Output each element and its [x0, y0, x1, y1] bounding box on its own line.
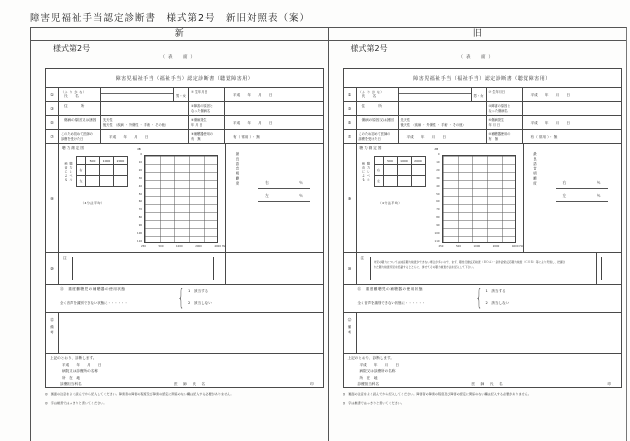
note-right-cell — [226, 253, 323, 284]
first-visit-text-1: このため初めて医師の — [358, 132, 391, 136]
speech-discrimination-cell — [524, 144, 621, 252]
left-ear-row: 左 — [77, 176, 86, 187]
hearing-aid-state-row — [344, 285, 621, 313]
value-cell — [100, 165, 114, 176]
tick-label: 500 — [456, 245, 461, 248]
option-not-applies — [486, 301, 510, 306]
option-not-applies — [188, 301, 212, 306]
attestation-text: 上記のとおり、診断します。 — [50, 356, 97, 360]
value-cell — [114, 176, 128, 187]
address-input-area — [399, 102, 487, 115]
seal-label: 印 — [310, 382, 314, 386]
name-text: 氏 名 — [64, 94, 81, 98]
speech-discrimination-values — [556, 176, 608, 202]
birthdate-text: 生年月日 — [194, 89, 208, 94]
brace-glyph: { — [475, 286, 482, 311]
option-applies — [188, 289, 212, 294]
hearing-aid-text-1: 補聴器使用の — [193, 132, 213, 136]
first-visit-text-2: 診療を受けた日 — [61, 136, 84, 141]
right-ear-row: 右 — [77, 165, 86, 176]
tick-label: 110 — [137, 239, 142, 243]
tick-label: 40 — [138, 184, 142, 188]
disease-text-1: 障害の原因と — [193, 104, 213, 108]
signature-block — [46, 354, 323, 387]
puretone-table-wrap — [64, 156, 128, 187]
tick-label: 80 — [436, 216, 440, 220]
address-text: 住 所 — [64, 103, 87, 108]
db-tick-labels — [429, 153, 441, 243]
freq-col-2000: 2000 — [411, 157, 425, 165]
remarks-label: 備考 — [347, 325, 351, 336]
freq-col-500: 500 — [383, 157, 397, 165]
attestation-text: 上記のとおり、診断します。 — [347, 356, 394, 360]
row-address-disease — [344, 102, 621, 116]
audiometry-header: 聴力測定図 — [62, 146, 85, 150]
hospital-name-label: 病院又は診療所の名称 — [62, 369, 98, 373]
onset-text-2: 年 月 日 — [191, 122, 203, 127]
onset-label — [189, 116, 225, 129]
tick-label: 250 — [141, 245, 146, 248]
section-no: ⑩ — [46, 253, 59, 284]
field-no: ⑦ — [344, 130, 357, 143]
disease-label — [189, 102, 225, 115]
old-side-label: （表 面） — [458, 55, 496, 60]
cause-text: 傷病の原因又は誘因 — [64, 117, 97, 122]
note-row — [46, 253, 323, 285]
tick-label: 70 — [138, 208, 142, 212]
remarks-row — [46, 313, 323, 354]
cause-label — [357, 116, 399, 129]
note-label: 注 — [63, 256, 67, 260]
audiometry-header: 聴力測定図 — [359, 146, 383, 150]
freq-col-1000: 1000 — [397, 157, 411, 165]
note-row — [344, 253, 621, 285]
puretone-table-wrap — [362, 156, 426, 187]
old-form-title-row — [344, 69, 621, 88]
old-footnotes — [343, 392, 625, 410]
section-no: ⑩ — [344, 253, 357, 284]
row-firstvisit-hearingaid — [46, 130, 323, 144]
hearing-aid-value: 有（ 常用 ）・ 無 — [530, 135, 558, 139]
sign-date: 平成 年 月 日 — [62, 362, 102, 367]
new-side-label: （表 面） — [160, 55, 198, 60]
field-no: ⑫ — [50, 318, 54, 322]
value-cell — [114, 165, 128, 176]
row-name-birth — [46, 88, 323, 102]
birthdate-label — [189, 88, 225, 101]
name-text: 氏 名 — [361, 94, 379, 98]
cause-options — [399, 116, 487, 129]
field-no: ⑪ — [357, 287, 362, 291]
tick-label: 90 — [436, 224, 440, 228]
hospital-address-label: 所 在 地 — [359, 375, 378, 380]
value-cell — [411, 165, 425, 176]
field-no: ① — [46, 88, 59, 101]
hearing-aid-text-2: 有 無 — [488, 136, 499, 141]
address-input-area — [101, 102, 189, 115]
field-no: ⑪ — [60, 287, 65, 291]
percent-sign: ％ — [299, 180, 303, 185]
field-no: ⑫ — [347, 318, 352, 322]
tick-label: 2000 — [492, 245, 500, 248]
audiometry-main — [59, 144, 226, 252]
field-no: ⑤ — [344, 116, 357, 129]
address-text: 住 所 — [361, 103, 384, 108]
disease-text-2: なった傷病名 — [191, 108, 211, 113]
acquired-option: 後天性 （疾病 ・ 外傷性 ・ 手術 ・ その他） — [103, 122, 169, 127]
tick-label: 60 — [138, 200, 142, 204]
birthdate-value: 平成 年 月 日 — [233, 93, 273, 97]
new-column-header: 新 — [31, 28, 329, 40]
speech-discrimination-label: 最良語音明瞭度 — [532, 152, 537, 187]
option-text: 該当する — [193, 289, 209, 293]
hearing-aid-value: 有（ 常用 ）・ 無 — [233, 135, 260, 139]
new-footnotes — [45, 392, 327, 410]
hearing-aid-state-row — [46, 285, 323, 313]
right-label: 右 — [265, 180, 269, 185]
first-visit-text-2: 診療を受けた日 — [358, 136, 381, 141]
tick-label: 20 — [138, 168, 142, 172]
tick-label: 20 — [436, 168, 440, 172]
field-no: ② — [191, 89, 194, 94]
cause-text: 傷病の原因又は誘因 — [361, 117, 394, 122]
name-input-area — [399, 88, 472, 101]
right-label: 右 — [562, 180, 567, 185]
furigana-line — [101, 88, 173, 94]
disease-text-2: なった傷病名 — [488, 108, 508, 113]
section-no: ⑨ — [46, 144, 59, 252]
tick-label: 0 — [437, 153, 440, 156]
name-input-area — [101, 88, 174, 101]
new-column — [31, 41, 329, 441]
audiogram-grid — [144, 155, 218, 243]
onset-value: 平成 年 月 日 — [530, 121, 571, 125]
address-label — [357, 102, 399, 115]
note-label: 注 — [360, 256, 365, 260]
acquired-option: 後天性 （疾病 ・ 外傷性 ・ 手術 ・ その他） — [400, 122, 466, 127]
new-form-title-row — [46, 69, 323, 88]
old-form — [343, 68, 622, 388]
field-no: ① — [344, 88, 357, 101]
first-visit-label — [357, 130, 399, 143]
tick-label: 90 — [138, 224, 142, 228]
option-text: 該当しない — [193, 301, 212, 305]
disease-input-area — [523, 102, 621, 115]
left-label: 左 — [562, 193, 567, 198]
tick-label: 1000 — [473, 245, 481, 248]
tick-label: 250 — [438, 245, 444, 248]
option-text: 該当する — [491, 289, 506, 293]
tick-label: 2000 — [195, 245, 202, 248]
comparison-body — [31, 41, 626, 441]
puretone-side-labels — [362, 156, 372, 187]
remarks-input-area — [59, 313, 323, 353]
audiogram — [131, 147, 226, 252]
hearing-aid-use-label — [189, 130, 225, 143]
old-column — [329, 41, 627, 441]
puretone-table — [374, 156, 426, 187]
hospital-address-label: 所 在 地 — [62, 375, 80, 380]
note-bracket — [72, 257, 214, 280]
hearing-aid-text-1: 補聴器使用の — [491, 132, 511, 136]
condition-text: 全く音声を識別できない状態に・・・・・・ — [357, 301, 426, 305]
department-label: 診療担当科名 — [357, 382, 380, 386]
tick-label: 4000 — [511, 245, 519, 248]
left-ear-row: 左 — [374, 176, 383, 187]
audiogram — [429, 147, 524, 252]
first-visit-value: 平成 年 月 日 — [399, 130, 487, 143]
address-label — [59, 102, 101, 115]
tick-label: 110 — [434, 239, 440, 243]
onset-text-1: 傷病発生 — [193, 118, 207, 122]
left-label: 左 — [265, 193, 269, 198]
hearing-aid-state-title: 重度難聴児の補聴器の使用状態 — [68, 287, 126, 291]
tick-label: 100 — [434, 232, 440, 236]
hz-axis-label: Hz — [222, 245, 226, 248]
signature-block — [344, 354, 621, 387]
freq-col-2000: 2000 — [114, 157, 128, 165]
tick-label: 40 — [436, 184, 440, 188]
comparison-header-row — [31, 28, 626, 41]
remarks-input-area — [357, 313, 621, 353]
field-no: ⑤ — [46, 116, 59, 129]
field-no: ④ — [488, 104, 492, 108]
value-cell — [100, 176, 114, 187]
left-ear-percent — [556, 189, 608, 202]
row-cause-onset — [344, 116, 621, 130]
new-form — [45, 68, 324, 388]
tick-label: 30 — [436, 176, 440, 180]
field-no: ⑦ — [46, 130, 59, 143]
right-ear-row: 右 — [374, 165, 383, 176]
value-cell — [397, 165, 411, 176]
note-bracket — [370, 257, 602, 280]
first-visit-label — [59, 130, 101, 143]
hz-axis-label: Hz — [519, 245, 523, 248]
audiometry-section — [344, 144, 621, 253]
tick-label: 60 — [436, 200, 440, 204]
hz-tick-labels — [141, 245, 221, 248]
puretone-label-1: 純音による — [64, 162, 68, 182]
audiogram-grid — [442, 155, 516, 243]
field-no: ⑧ — [191, 132, 194, 136]
onset-text-2: 年 月 日 — [488, 122, 501, 127]
footnote-2: ◎ 字は楷書ではっきりと書いてください。 — [45, 401, 107, 406]
old-column-header: 旧 — [472, 29, 482, 39]
new-sheet-label: 様式第2号 — [53, 44, 91, 53]
option-text: 該当しない — [491, 301, 510, 305]
hearing-aid-use-label — [487, 130, 523, 143]
tick-label: 4000 — [214, 245, 221, 248]
tick-label: 50 — [436, 192, 440, 196]
tick-label: 500 — [158, 245, 164, 248]
puretone-label-1: 純音による — [361, 162, 366, 182]
audiometry-section — [46, 144, 323, 253]
remarks-row — [344, 313, 621, 354]
value-cell — [383, 165, 397, 176]
brace-glyph: { — [177, 286, 185, 311]
first-visit-text-1: このため初めて医師の — [61, 132, 93, 136]
remarks-label: 備考 — [49, 325, 54, 336]
row-name-birth — [344, 88, 621, 102]
row-cause-onset — [46, 116, 323, 130]
hospital-name-label: 病院又は診療所の名称 — [359, 369, 396, 373]
furigana-label: （ふ り が な） — [61, 89, 87, 94]
puretone-label-2: 聴力レベル — [69, 162, 73, 182]
option-no: 2 — [188, 301, 191, 305]
value-cell — [397, 176, 411, 187]
hearing-aid-state-header — [358, 287, 424, 292]
sex-options: 男・女 — [174, 88, 189, 101]
remarks-label-strip — [46, 313, 59, 353]
comparison-table — [30, 27, 627, 441]
value-cell — [411, 176, 425, 187]
corner-cell — [374, 157, 383, 165]
percent-sign: ％ — [596, 193, 601, 198]
option-no: 2 — [485, 301, 488, 305]
tick-label: 10 — [138, 160, 142, 164]
puretone-caption: （4分法平均） — [81, 201, 105, 205]
cause-options — [101, 116, 189, 129]
condition-options — [188, 289, 212, 313]
row-firstvisit-hearingaid — [344, 130, 621, 144]
db-axis-label: dB — [137, 147, 141, 151]
field-no: ③ — [344, 102, 357, 115]
department-label: 診療担当科名 — [60, 382, 82, 386]
value-cell — [86, 165, 100, 176]
tick-label: 0 — [140, 153, 142, 156]
value-cell — [86, 176, 100, 187]
puretone-label-2: 聴力レベル — [366, 162, 371, 182]
footnote-2: ◎ 字は楷書ではっきりと書いてください。 — [342, 401, 404, 406]
hearing-aid-state-header — [60, 287, 126, 292]
percent-sign: ％ — [299, 193, 303, 198]
onset-label — [487, 116, 523, 129]
birthdate-label — [487, 88, 523, 101]
audiometry-main — [357, 144, 524, 252]
furigana-label: （ふ り が な） — [358, 89, 384, 94]
disease-input-area — [225, 102, 323, 115]
congenital-option: 先天性 — [103, 118, 113, 122]
speech-discrimination-cell — [226, 144, 323, 252]
field-no: ③ — [46, 102, 59, 115]
congenital-option: 先天性 — [400, 118, 411, 122]
tick-label: 1000 — [176, 245, 183, 248]
field-no: ⑥ — [191, 118, 194, 122]
freq-col-500: 500 — [86, 157, 100, 165]
seal-label: 印 — [607, 382, 612, 386]
old-sheet-label: 様式第2号 — [350, 44, 388, 53]
tick-label: 50 — [138, 192, 142, 196]
tick-label: 30 — [138, 176, 142, 180]
puretone-table — [76, 156, 128, 187]
puretone-side-labels — [64, 156, 74, 187]
name-label — [59, 88, 101, 101]
form-title: 障害児福祉手当（福祉手当）認定診断書（聴覚障害用） — [413, 75, 551, 82]
onset-value: 平成 年 月 日 — [233, 121, 273, 125]
footnote-1: ◎ 裏面の注意をよく読んでから記入してください。障害者の障害の程度及び障害の認定に関係のない欄は記入する必要がありません。 — [342, 392, 532, 396]
condition-text: 全く音声を識別できない状態に・・・・・・ — [60, 301, 128, 305]
onset-text-1: 傷病発生 — [491, 118, 505, 122]
left-ear-percent — [258, 189, 310, 202]
birthdate-text: 生年月日 — [492, 89, 506, 94]
field-no: ⑥ — [488, 118, 492, 122]
note-area — [59, 253, 226, 284]
page-title: 障害児福祉手当認定診断書 様式第2号 新旧対照表（案） — [30, 13, 311, 24]
condition-options — [486, 289, 510, 313]
first-visit-value: 平成 年 月 日 — [101, 130, 189, 143]
db-axis-label: dB — [434, 147, 439, 151]
note-text-1: 幼児の聴力については純音聴力検査ができない場合が多いので、まず、聴性行動反応検査（ＢＯＡ）・条件詮索反応聴力検査（ＣＯＲ）等により実施し、把握さ — [373, 260, 566, 264]
percent-sign: ％ — [596, 180, 601, 185]
hearing-aid-text-2: 有 無 — [191, 136, 201, 141]
row-address-disease — [46, 102, 323, 116]
disease-label — [487, 102, 523, 115]
freq-col-1000: 1000 — [100, 157, 114, 165]
option-applies — [486, 289, 510, 294]
footnote-1: ◎ 裏面の注意をよく読んでから記入してください。障害者の障害の程度及び障害の認定に関係のない欄は記入する必要がありません。 — [45, 392, 234, 396]
doctor-name-label: 医 師 氏 名 — [174, 382, 207, 386]
corner-cell — [77, 157, 86, 165]
field-no: ⑧ — [488, 132, 492, 136]
name-label — [357, 88, 399, 101]
furigana-line — [399, 88, 471, 94]
disease-text-1: 障害の原因と — [491, 104, 511, 108]
remarks-label-strip — [344, 313, 357, 353]
form-title: 障害児福祉手当（福祉手当）認定診断書（聴覚障害用） — [115, 75, 254, 82]
section-no: ⑨ — [344, 144, 357, 252]
sign-date: 平成 年 月 日 — [359, 362, 400, 367]
note-area — [357, 253, 597, 284]
speech-discrimination-label: 最良語音明瞭度 — [235, 152, 239, 187]
tick-label: 100 — [137, 232, 142, 236]
field-no: ② — [488, 89, 492, 94]
right-ear-percent — [258, 176, 310, 189]
cause-label — [59, 116, 101, 129]
value-cell — [383, 176, 397, 187]
option-no: 1 — [188, 289, 191, 293]
hearing-aid-state-title: 重度難聴児の補聴器の使用状態 — [365, 287, 423, 291]
field-no: ④ — [191, 104, 194, 108]
note-text-2: れた聴力検査所見を記載するとともに、併せてその聴力検査方法を記入して下さい。 — [373, 264, 476, 269]
tick-label: 70 — [436, 208, 440, 212]
birthdate-value: 平成 年 月 日 — [530, 93, 571, 97]
sex-options: 男・女 — [472, 88, 487, 101]
tick-label: 80 — [138, 216, 142, 220]
option-no: 1 — [485, 289, 488, 293]
puretone-caption: （4分法平均） — [378, 201, 402, 205]
tick-label: 10 — [436, 160, 440, 164]
db-tick-labels — [131, 153, 143, 243]
doctor-name-label: 医 師 氏 名 — [471, 382, 504, 386]
right-ear-percent — [556, 176, 608, 189]
speech-discrimination-values — [258, 176, 310, 202]
hz-tick-labels — [439, 245, 519, 248]
